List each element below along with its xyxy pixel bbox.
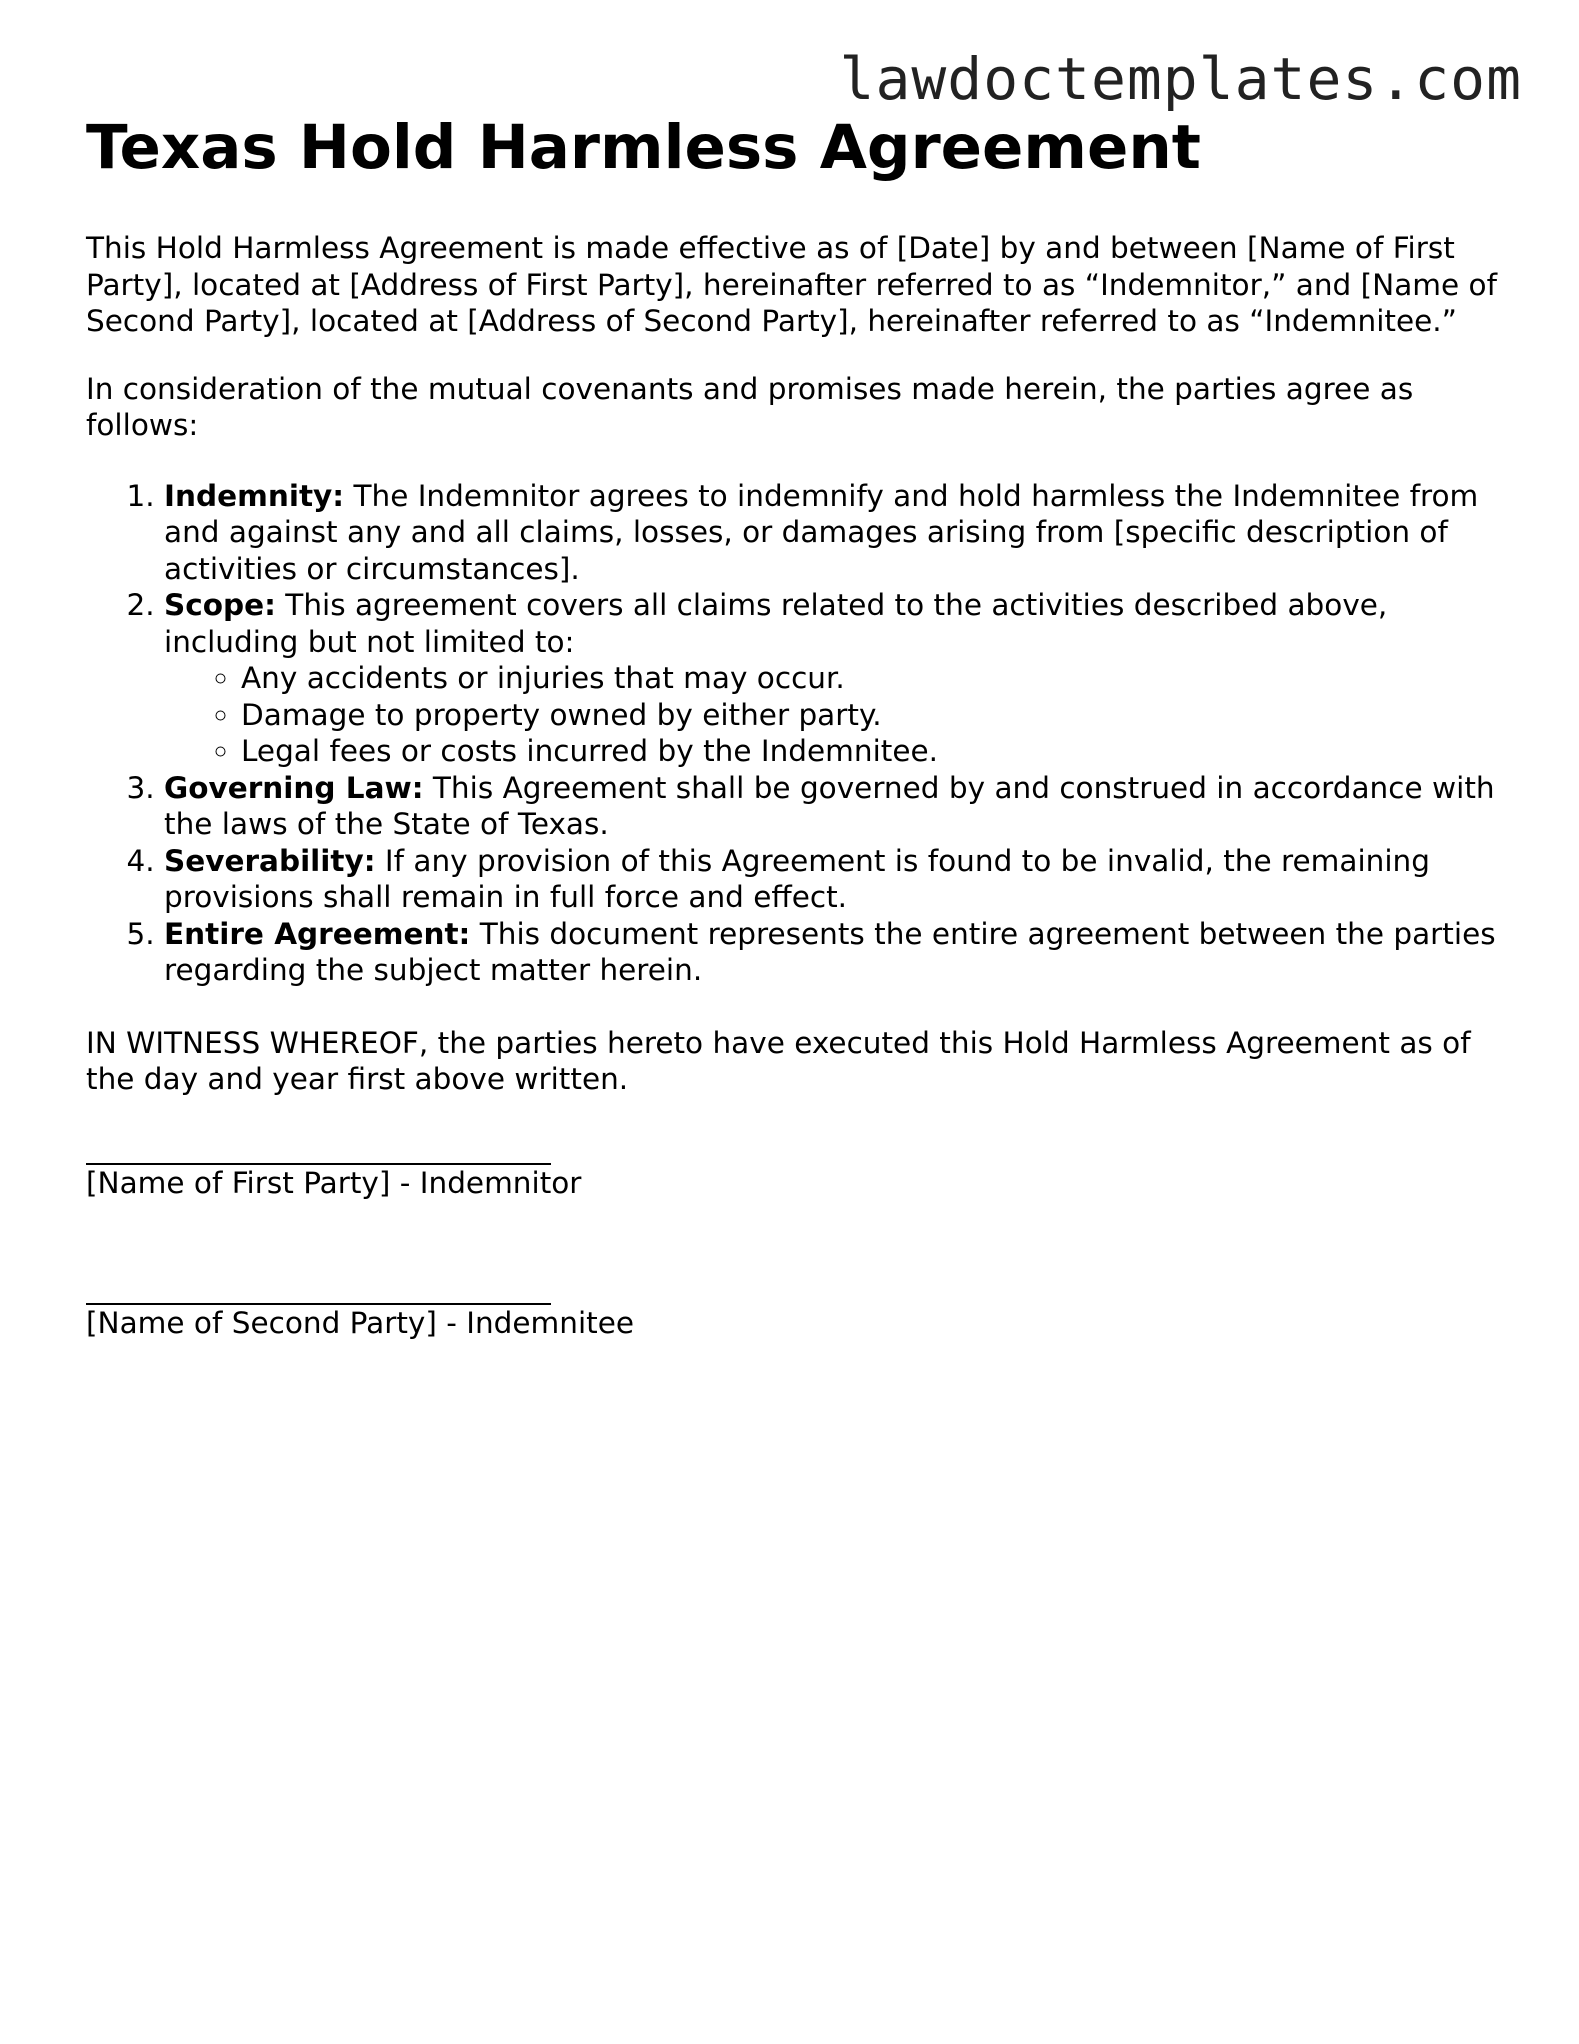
clause-item — [164, 587, 1506, 770]
clause-text: If any provision of this Agreement is found to be invalid, the remaining provisions shall remain in full force and effect. — [164, 843, 1430, 914]
clause-term: Entire Agreement: — [164, 916, 471, 951]
clause-term: Governing Law: — [164, 770, 424, 805]
sublist-item: ◦ Damage to property owned by either party. — [241, 697, 1506, 734]
consideration-paragraph: In consideration of the mutual covenants and promises made herein, the parties agree as follows: — [86, 371, 1414, 442]
clause-text: This document represents the entire agreement between the parties regarding the subject matter herein. — [164, 916, 1496, 987]
document-title: Texas Hold Harmless Agreement — [86, 112, 1201, 183]
intro-paragraph: This Hold Harmless Agreement is made effective as of [Date] by and between [Name of First Party], located at [Address of First Party], hereinafter referred to as “Indemnitor,” and [Name of Second Party], located at [Address of Second Party], hereinafter referred to as “Indemnitee.” — [86, 231, 1497, 338]
clause-text: This agreement covers all claims related to the activities described above, including but not limited to: — [164, 588, 1388, 659]
document-page — [86, 108, 1506, 1410]
site-watermark: lawdoctemplates.com — [839, 45, 1522, 113]
sublist-item: ◦ Any accidents or injuries that may occur. — [241, 660, 1506, 697]
clause-item — [164, 770, 1506, 843]
clause-term: Indemnity: — [164, 478, 345, 513]
clause-term: Scope: — [164, 588, 276, 622]
signature-line-first-party — [86, 1129, 551, 1165]
clause-list — [86, 478, 1506, 989]
sublist-item: ◦ Legal fees or costs incurred by the Indemnitee. — [241, 733, 1506, 770]
clause-item — [164, 916, 1506, 989]
clause-item — [164, 843, 1506, 916]
signature-label-second-party: [Name of Second Party] - Indemnitee — [86, 1306, 635, 1340]
clause-item — [164, 478, 1506, 588]
scope-sublist — [164, 660, 1506, 770]
signature-block — [86, 1129, 1506, 1342]
clause-term: Severability: — [164, 843, 376, 878]
signature-line-second-party — [86, 1269, 551, 1305]
clause-text: This Agreement shall be governed by and construed in accordance with the laws of the State of Texas. — [164, 770, 1495, 841]
witness-paragraph: IN WITNESS WHEREOF, the parties hereto have executed this Hold Harmless Agreement as of the day and year first above written. — [86, 1025, 1471, 1096]
clause-text: The Indemnitor agrees to indemnify and hold harmless the Indemnitee from and against any and all claims, losses, or damages arising from [specific description of activities or circumstances]. — [164, 478, 1479, 586]
signature-label-first-party: [Name of First Party] - Indemnitor — [86, 1165, 582, 1200]
